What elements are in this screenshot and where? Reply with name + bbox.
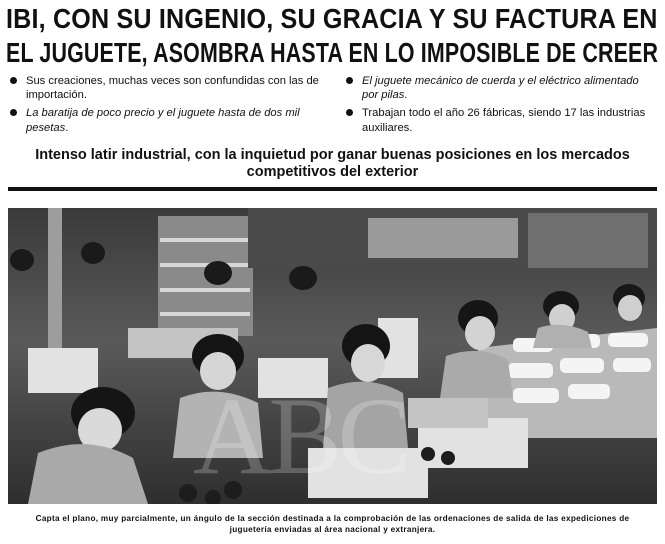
bullet-item	[344, 74, 656, 102]
photo-caption: Capta el plano, muy parcialmente, un ángulo de la sección destinada a la comprobación de las ordenaciones de salida de las expediciones de juguetería enviadas al área nacional y extranjera.	[35, 514, 630, 534]
headline	[6, 2, 660, 70]
bullet-summary	[8, 74, 658, 140]
bullet-text: Sus creaciones, muchas veces son confundidas con las de importación.	[26, 75, 319, 102]
factory-photo	[8, 208, 657, 504]
headline-line-1: IBI, CON SU INGENIO, SU GRACIA Y SU FACTURA EN	[6, 3, 658, 34]
watermark-text: ABC	[193, 375, 408, 497]
bullet-column-right	[344, 74, 656, 139]
bullet-text-punctuation: .	[404, 89, 408, 102]
bullet-dot-icon	[346, 77, 353, 84]
bullet-item	[344, 106, 656, 134]
section-divider	[8, 187, 657, 191]
bullet-dot-icon	[10, 77, 17, 84]
bullet-item	[8, 74, 320, 102]
bullet-text: Trabajan todo el año 26 fábricas, siendo 17 las industrias auxiliares.	[362, 107, 646, 134]
bullet-dot-icon	[346, 109, 353, 116]
bullet-text-italic: La baratija de poco precio y el juguete hasta de dos mil pesetas	[26, 107, 300, 134]
bullet-column-left	[8, 74, 320, 139]
bullet-text-punctuation: .	[65, 121, 69, 134]
subheadline: Intenso latir industrial, con la inquietud por ganar buenas posiciones en los mercados competitivos del exterior	[35, 147, 630, 180]
factory-photo-illustration	[8, 208, 657, 504]
headline-line-2: EL JUGUETE, ASOMBRA HASTA EN LO IMPOSIBLE DE CREER	[6, 37, 659, 68]
bullet-dot-icon	[10, 109, 17, 116]
bullet-item	[8, 106, 320, 134]
bullet-text-italic: El juguete mecánico de cuerda y el eléctrico alimentado por pilas	[362, 75, 639, 102]
